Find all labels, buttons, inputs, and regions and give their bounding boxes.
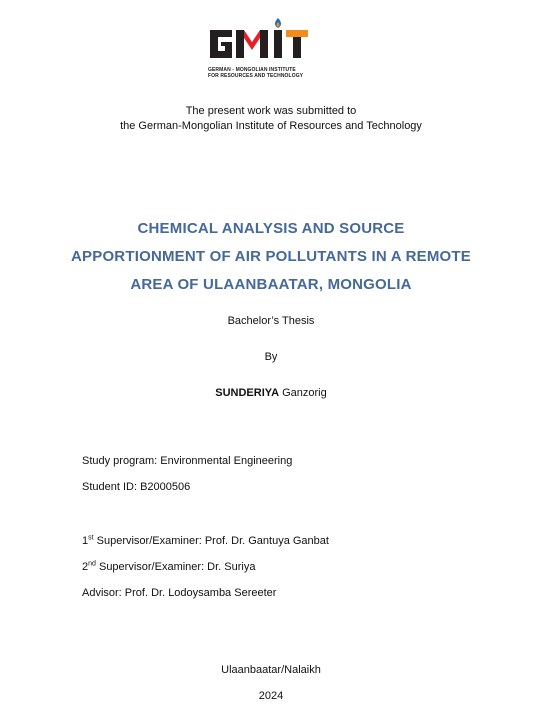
author-surname: SUNDERIYA xyxy=(215,387,280,399)
logo-letter-g xyxy=(210,30,232,58)
logo-letter-m-right xyxy=(260,30,268,58)
submission-line-1: The present work was submitted to xyxy=(185,105,357,117)
second-supervisor: 2nd Supervisor/Examiner: Dr. Suriya xyxy=(82,560,256,573)
logo-letter-i xyxy=(274,30,282,58)
advisor: Advisor: Prof. Dr. Lodoysamba Sereeter xyxy=(82,587,277,599)
logo-letter-t-top xyxy=(286,30,308,37)
title-line-3: AREA OF ULAANBAATAR, MONGOLIA xyxy=(130,276,412,293)
logo-caption: GERMAN - MONGOLIAN INSTITUTE FOR RESOURCES AND TECHNOLOGY xyxy=(208,67,304,79)
title-line-2: APPORTIONMENT OF AIR POLLUTANTS IN A REMOTE xyxy=(71,248,471,265)
thesis-title xyxy=(0,215,542,299)
by-label: By xyxy=(264,351,278,363)
year: 2024 xyxy=(258,690,284,702)
place: Ulaanbaatar/Nalaikh xyxy=(221,664,321,676)
submission-statement xyxy=(0,104,542,134)
author-name xyxy=(0,387,542,399)
student-id: Student ID: B2000506 xyxy=(82,481,191,493)
logo-letter-m-left xyxy=(236,30,244,58)
submission-line-2: the German-Mongolian Institute of Resources and Technology xyxy=(120,120,422,132)
logo-letter-m-middle xyxy=(244,30,260,50)
thesis-type: Bachelor’s Thesis xyxy=(227,315,315,327)
author-given-name: Ganzorig xyxy=(282,387,327,399)
study-program: Study program: Environmental Engineering xyxy=(82,455,293,467)
first-supervisor: 1st Supervisor/Examiner: Prof. Dr. Gantuya Ganbat xyxy=(82,534,329,547)
logo-letter-t-stem xyxy=(293,37,301,58)
gmit-logo-mark xyxy=(208,16,312,66)
title-line-1: CHEMICAL ANALYSIS AND SOURCE xyxy=(137,220,405,237)
gmit-logo xyxy=(208,16,312,82)
